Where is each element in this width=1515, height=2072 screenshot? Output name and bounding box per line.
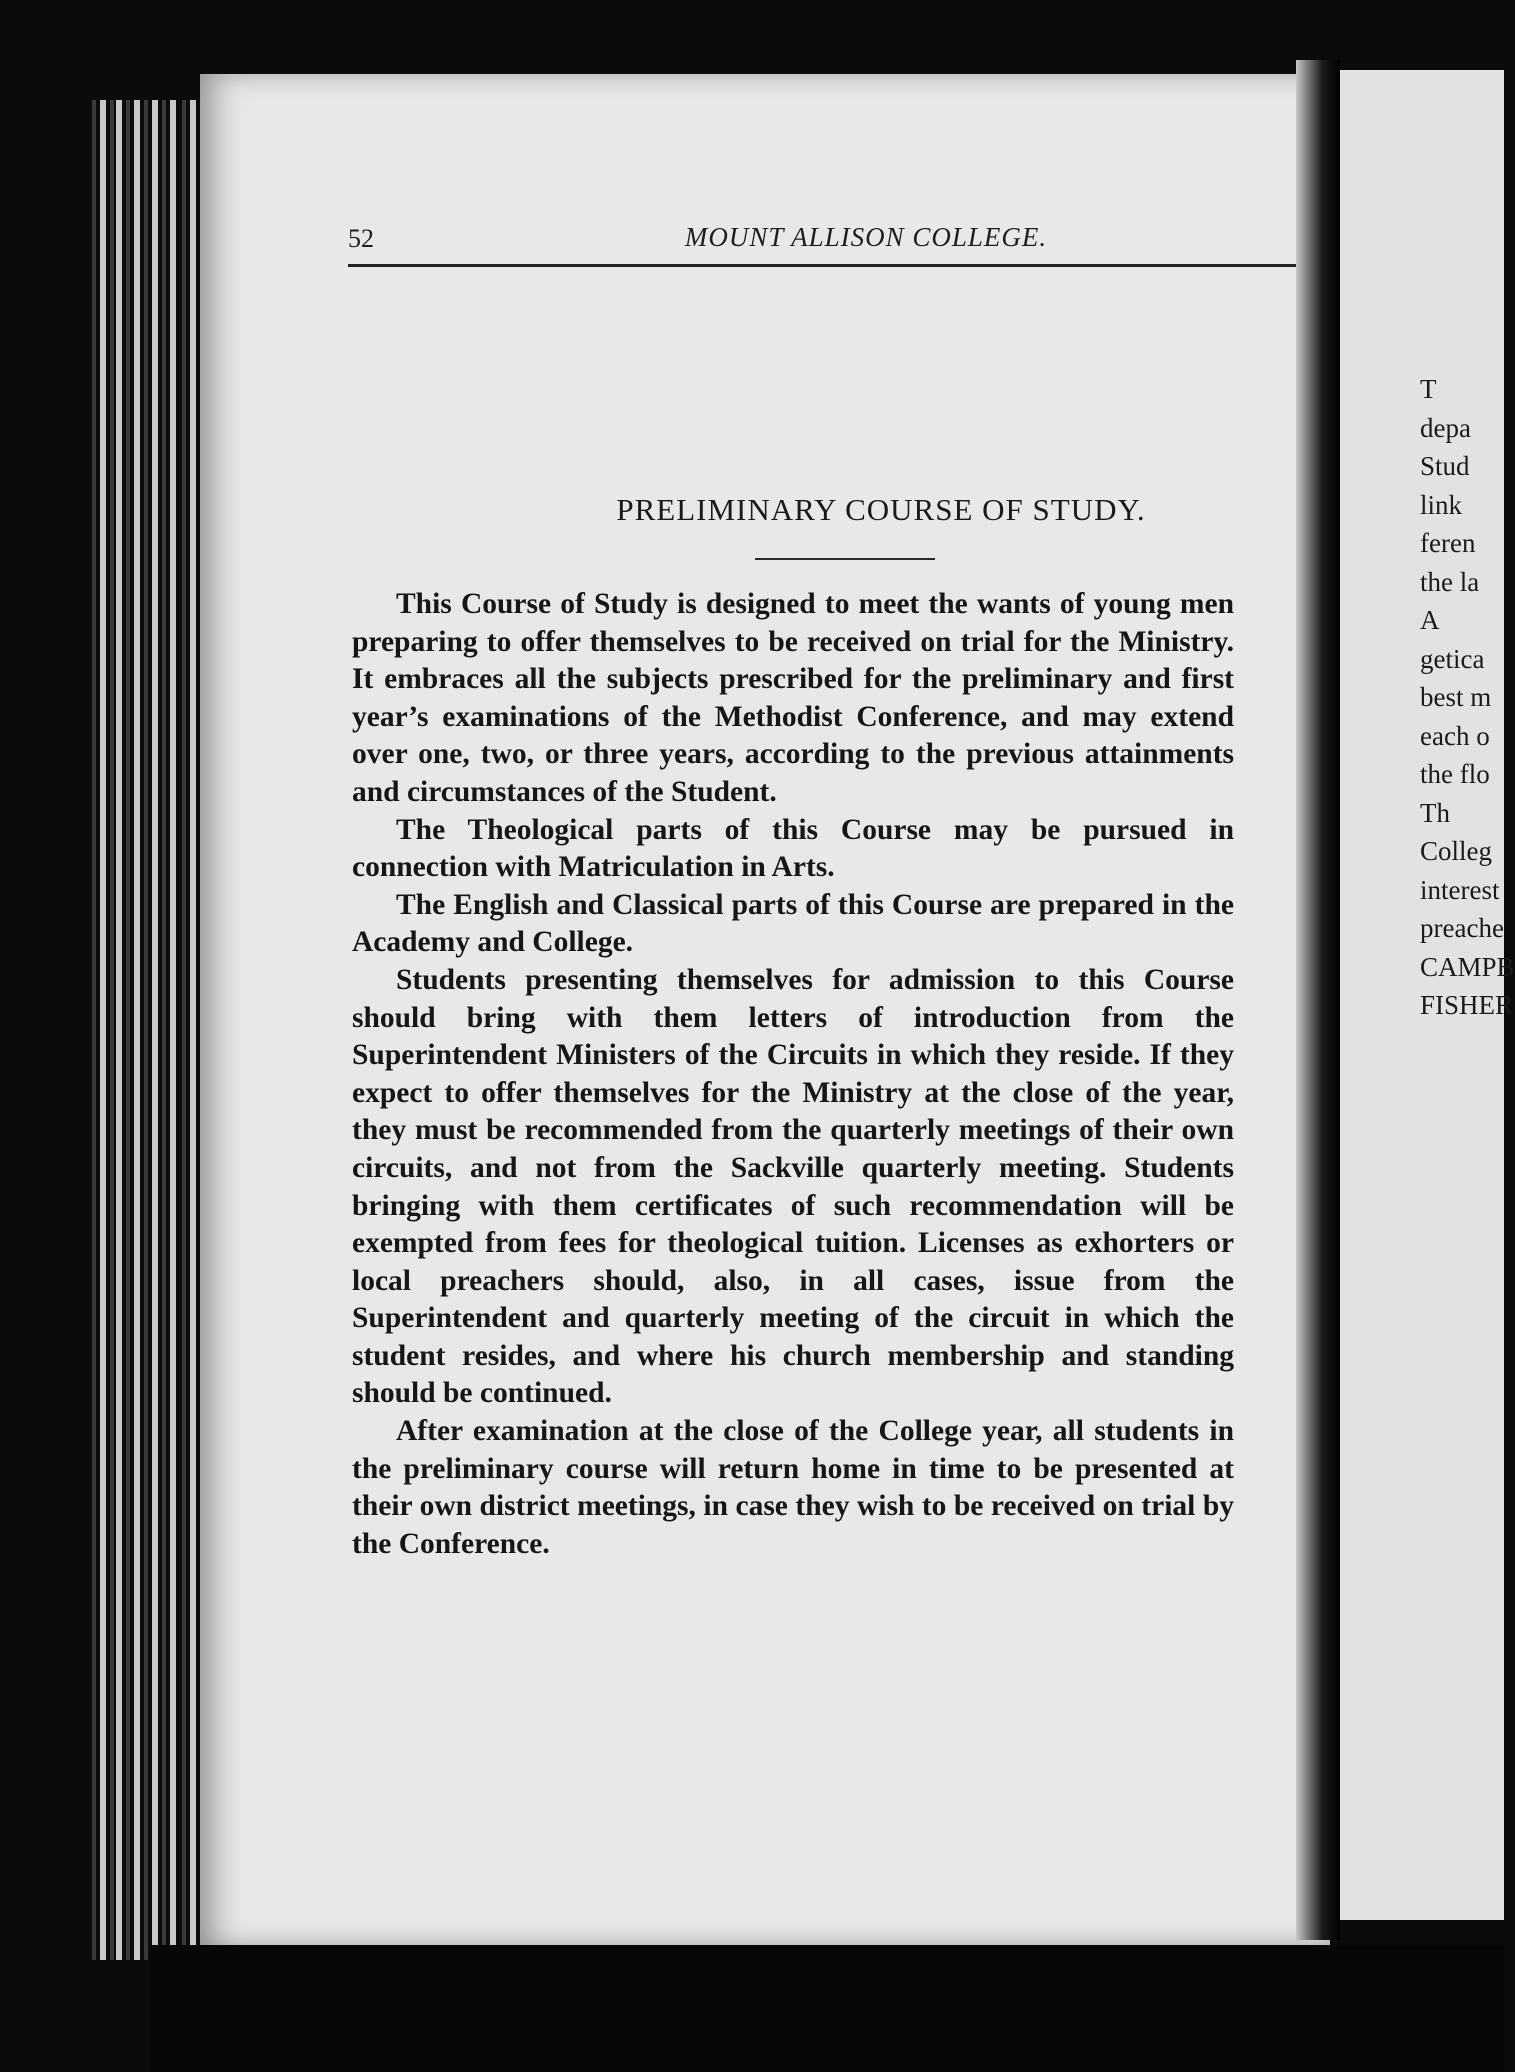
facing-line: Stud (1420, 451, 1470, 481)
facing-line: Colleg (1420, 836, 1492, 866)
facing-line: best m (1420, 682, 1492, 712)
page-number: 52 (348, 224, 374, 253)
bottom-shadow (150, 1945, 1504, 2072)
paragraph: Students presenting themselves for admission to this Course should bring with them letters of introduction from the Superintendent Ministers of the Circuits in which they reside. If they expect to offer themselves for the Ministry at the close of the year, they must be recommended from the quarterly meetings of their own circuits, and not from the Sackville quarterly meeting. Students bringing with them certificates of such recommendation will be exempted from fees for theological tuition. Licenses as exhorters or local preachers should, also, in all cases, issue from the Superintendent and quarterly meeting of the circuit in which the student resides, and where his church membership and standing should be continued. (352, 963, 1234, 1410)
book-gutter (1296, 60, 1340, 1940)
facing-line: preache (1420, 913, 1504, 943)
paragraph: After examination at the close of the College year, all students in the preliminary course will return home in time to be presented at their own district meetings, in case they wish to be received on trial by the Conference. (352, 1415, 1234, 1560)
facing-line: each o (1420, 720, 1490, 751)
facing-line: CAMPB (1420, 951, 1515, 982)
running-title: MOUNT ALLISON COLLEGE. (684, 222, 1048, 252)
facing-line: the la (1420, 566, 1480, 597)
facing-line: T (1420, 374, 1437, 404)
facing-line: FISHER (1420, 990, 1514, 1020)
paragraph: This Course of Study is designed to meet the wants of young men preparing to offer themselves to be received on trial for the Ministry. It embraces all the subjects prescribed for the preliminary and first year’s examinations of the Methodist Conference, and may extend over one, two, or three years, according to the previous attainments and circumstances of the Student. (352, 588, 1234, 808)
facing-line: interest (1420, 874, 1500, 905)
paragraph: The English and Classical parts of this Course are prepared in the Academy and College. (352, 888, 1234, 959)
facing-line: Th (1420, 797, 1450, 828)
facing-page-text (1420, 370, 1515, 1025)
page-edges (92, 100, 202, 1960)
facing-page (1340, 70, 1515, 1920)
section-title: PRELIMINARY COURSE OF STUDY. (616, 492, 1146, 527)
facing-line: getica (1420, 643, 1485, 674)
body-text (352, 586, 1234, 1563)
paragraph: The Theological parts of this Course may be pursued in connection with Matriculation in Arts. (352, 813, 1234, 884)
running-head (348, 214, 1414, 267)
title-rule (755, 558, 935, 560)
facing-line: A (1420, 605, 1440, 635)
facing-line: link (1420, 489, 1463, 520)
book-page (200, 74, 1330, 1954)
facing-line: the flo (1420, 759, 1490, 789)
facing-line: depa (1420, 412, 1471, 443)
facing-line: feren (1420, 528, 1476, 558)
